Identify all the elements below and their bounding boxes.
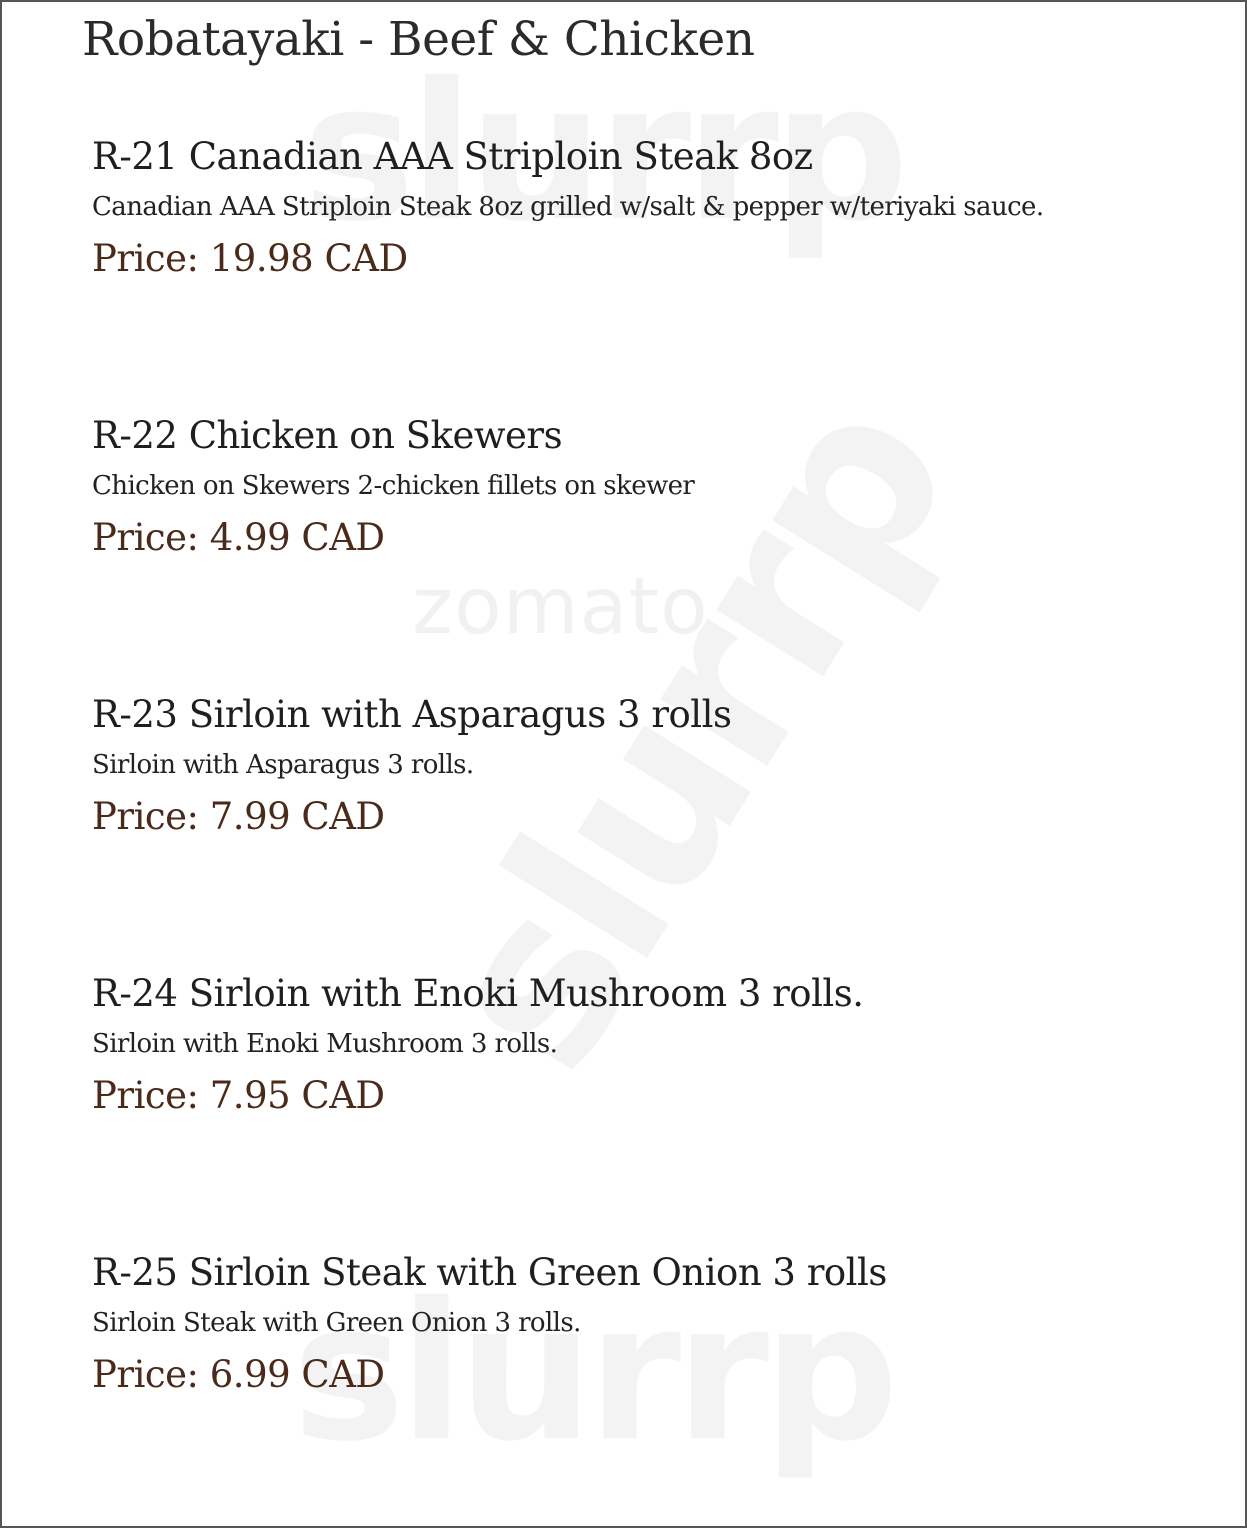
menu-item-r23 xyxy=(92,693,1222,839)
menu-item-r24 xyxy=(92,972,1222,1118)
item-description: Chicken on Skewers 2-chicken fillets on skewer xyxy=(92,471,695,501)
item-description: Canadian AAA Striploin Steak 8oz grilled w/salt & pepper w/teriyaki sauce. xyxy=(92,192,1044,222)
section-title: Robatayaki - Beef & Chicken xyxy=(82,12,755,67)
item-description: Sirloin Steak with Green Onion 3 rolls. xyxy=(92,1308,581,1338)
item-name: R-23 Sirloin with Asparagus 3 rolls xyxy=(92,693,732,736)
item-price: Price: 4.99 CAD xyxy=(92,516,385,559)
item-price: Price: 6.99 CAD xyxy=(92,1353,385,1396)
item-price: Price: 7.95 CAD xyxy=(92,1074,385,1117)
menu-item-r21 xyxy=(92,135,1222,281)
item-description: Sirloin with Enoki Mushroom 3 rolls. xyxy=(92,1029,558,1059)
menu-item-r22 xyxy=(92,414,1222,560)
item-name: R-25 Sirloin Steak with Green Onion 3 rolls xyxy=(92,1251,887,1294)
item-name: R-22 Chicken on Skewers xyxy=(92,414,563,457)
item-name: R-24 Sirloin with Enoki Mushroom 3 rolls. xyxy=(92,972,864,1015)
item-price: Price: 19.98 CAD xyxy=(92,237,408,280)
item-description: Sirloin with Asparagus 3 rolls. xyxy=(92,750,474,780)
item-price: Price: 7.99 CAD xyxy=(92,795,385,838)
item-name: R-21 Canadian AAA Striploin Steak 8oz xyxy=(92,135,813,178)
menu-item-r25 xyxy=(92,1251,1222,1397)
zomato-watermark: zomato xyxy=(412,562,709,652)
